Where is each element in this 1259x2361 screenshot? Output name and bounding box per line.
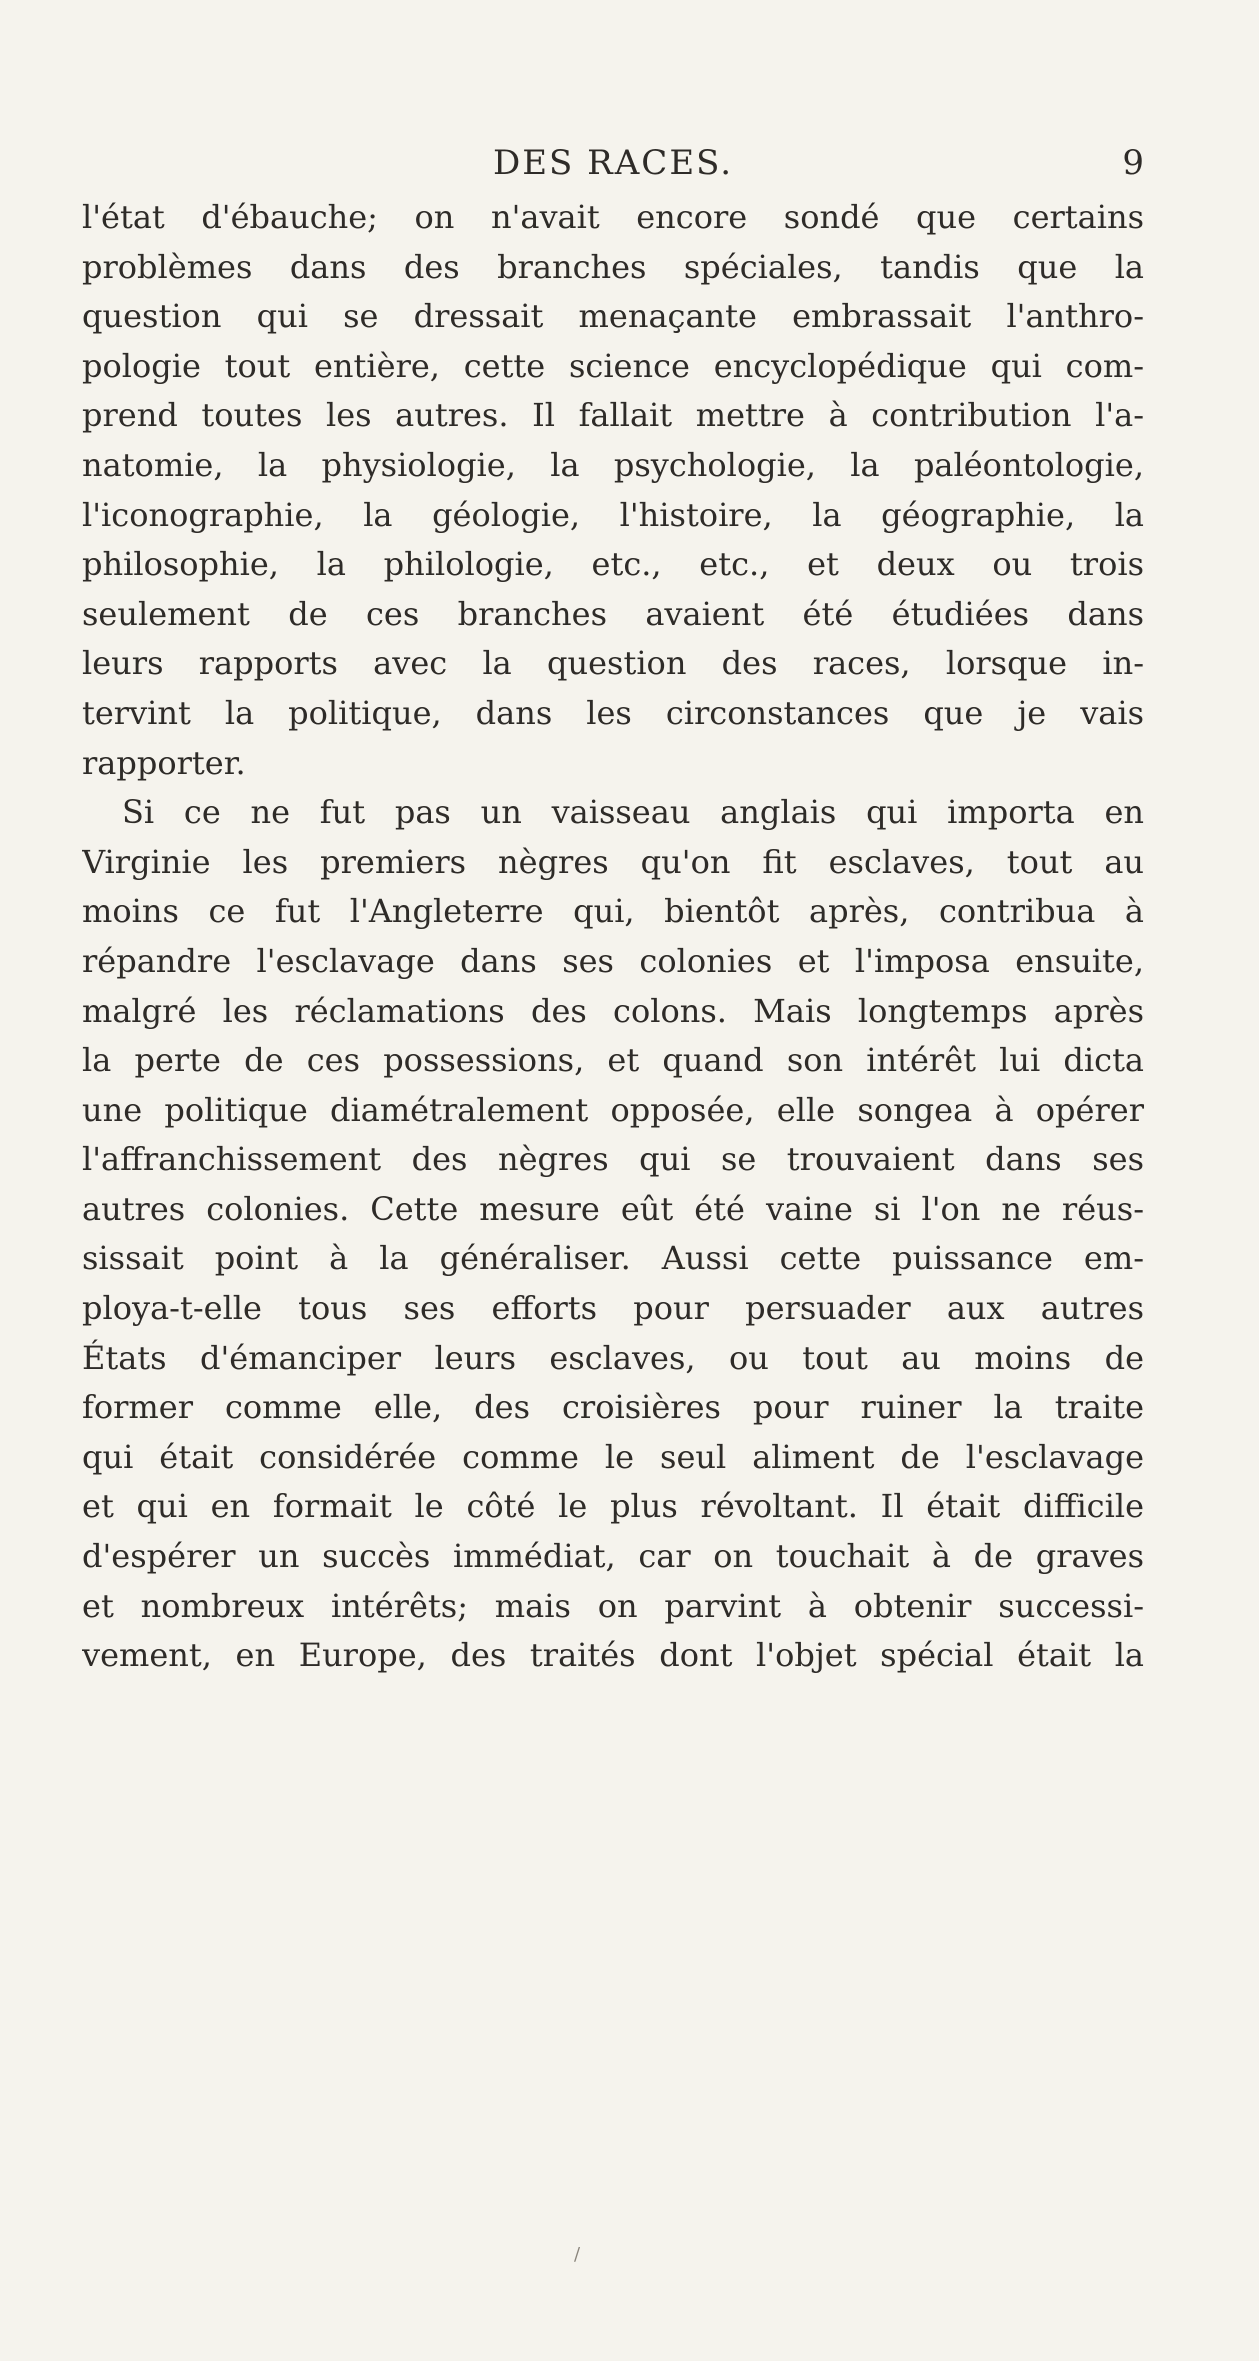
- text-line: l'iconographie, la géologie, l'histoire, la géographie, la: [82, 495, 1144, 534]
- text-line: ploya-t-elle tous ses efforts pour persuader aux autres: [82, 1289, 1144, 1328]
- text-line: malgré les réclamations des colons. Mais longtemps après: [82, 991, 1144, 1030]
- text-line: pologie tout entière, cette science encyclopédique qui com-: [82, 346, 1144, 385]
- text-line: l'état d'ébauche; on n'avait encore sondé que certains: [82, 198, 1144, 236]
- paragraph-start-line: Si ce ne fut pas un vaisseau anglais qui importa en: [122, 793, 1144, 832]
- text-line: autres colonies. Cette mesure eût été vaine si l'on ne réus-: [82, 1189, 1144, 1228]
- text-line: tervint la politique, dans les circonstances que je vais: [82, 693, 1144, 732]
- text-line: Virginie les premiers nègres qu'on fit esclaves, tout au: [82, 842, 1144, 881]
- text-line: qui était considérée comme le seul aliment de l'esclavage: [82, 1437, 1144, 1476]
- text-line: répandre l'esclavage dans ses colonies et l'imposa ensuite,: [82, 941, 1144, 980]
- text-line: moins ce fut l'Angleterre qui, bientôt après, contribua à: [82, 892, 1144, 931]
- body-text: [82, 193, 1144, 1681]
- text-line: seulement de ces branches avaient été étudiées dans: [82, 594, 1144, 633]
- text-line: leurs rapports avec la question des races, lorsque in-: [82, 644, 1144, 683]
- page-number: 9: [1122, 143, 1144, 183]
- text-line: d'espérer un succès immédiat, car on touchait à de graves: [82, 1537, 1144, 1576]
- text-line: États d'émanciper leurs esclaves, ou tout au moins de: [82, 1338, 1144, 1377]
- text-line: et qui en formait le côté le plus révoltant. Il était difficile: [82, 1487, 1144, 1526]
- text-line: philosophie, la philologie, etc., etc., et deux ou trois: [82, 545, 1144, 584]
- page-header: [82, 138, 1144, 188]
- text-line: prend toutes les autres. Il fallait mettre à contribution l'a-: [82, 396, 1144, 435]
- text-line: la perte de ces possessions, et quand son intérêt lui dicta: [82, 1041, 1144, 1080]
- text-line: problèmes dans des branches spéciales, tandis que la: [82, 247, 1144, 286]
- text-line: et nombreux intérêts; mais on parvint à obtenir successi-: [82, 1586, 1144, 1625]
- text-line: question qui se dressait menaçante embrassait l'anthro-: [82, 297, 1144, 336]
- running-title: DES RACES.: [492, 143, 734, 183]
- stray-pencil-mark: /: [574, 2244, 581, 2265]
- text-line: vement, en Europe, des traités dont l'objet spécial était la: [82, 1636, 1144, 1675]
- text-line: l'affranchissement des nègres qui se trouvaient dans ses: [82, 1140, 1144, 1179]
- text-line: former comme elle, des croisières pour ruiner la traite: [82, 1388, 1144, 1427]
- text-line: natomie, la physiologie, la psychologie, la paléontologie,: [82, 445, 1144, 484]
- text-line: une politique diamétralement opposée, elle songea à opérer: [82, 1090, 1144, 1129]
- text-line: sissait point à la généraliser. Aussi cette puissance em-: [82, 1239, 1144, 1278]
- paragraph-end-line: rapporter.: [82, 743, 246, 782]
